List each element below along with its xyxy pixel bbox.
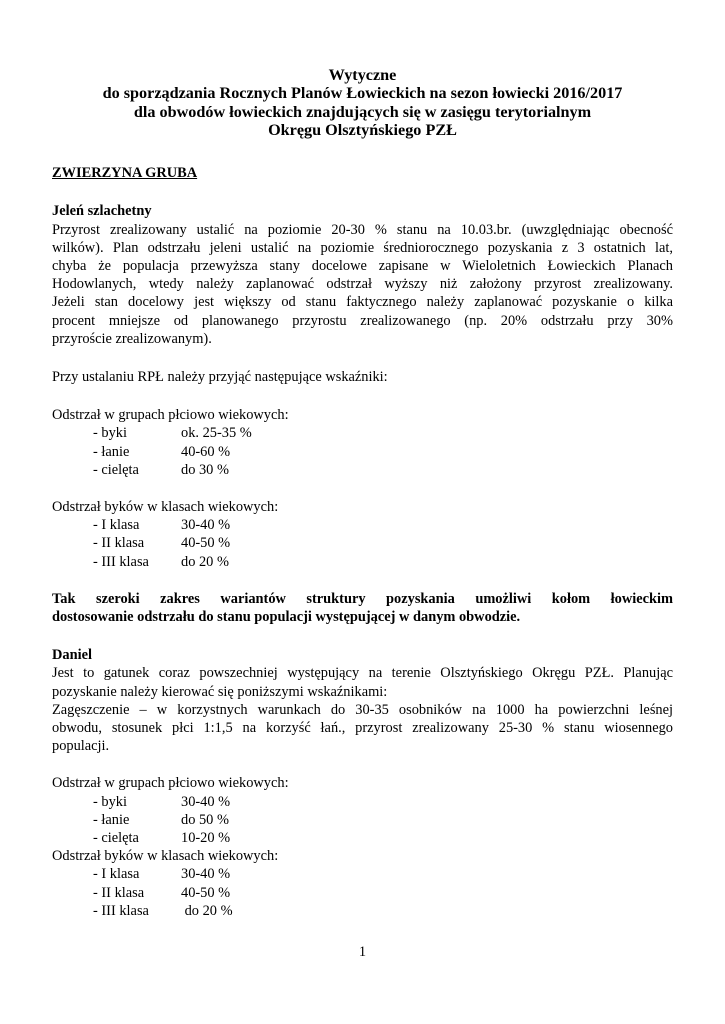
title-line: do sporządzania Rocznych Planów Łowieckich na sezon łowiecki 2016/2017 <box>102 84 623 103</box>
bold-note-line: dostosowanie odstrzału do stanu populacji występującej w danym obwodzie. <box>52 609 521 626</box>
indicators-intro: Przy ustalaniu RPŁ należy przyjąć następujące wskaźniki: <box>52 369 388 386</box>
red-deer-sex-age-list <box>93 424 673 479</box>
list-item-label: - I klasa <box>93 517 140 534</box>
fallow-deer-sex-age-list <box>93 793 673 848</box>
red-deer-class-list <box>93 516 673 571</box>
list-item-value: do 20 % <box>181 553 229 570</box>
list-item-value: do 20 % <box>181 902 233 919</box>
fallow-deer-class-list <box>93 865 673 920</box>
list-item <box>93 534 673 552</box>
paragraph-line: Przyrost zrealizowany ustalić na poziomie 20-30 % stanu na 10.03.br. (uwzględniając obecność <box>52 221 673 238</box>
list-item-value: 40-60 % <box>181 443 231 460</box>
list-item-label: - II klasa <box>93 884 145 901</box>
paragraph-line: Jeżeli stan docelowy jest większy od stanu faktycznego należy zaplanować pozyskanie o kilka <box>52 294 673 311</box>
list-item-label: - byki <box>93 793 127 810</box>
list-item-value: 30-40 % <box>181 793 231 810</box>
fallow-deer-paragraph <box>52 664 673 755</box>
list-item <box>93 443 673 461</box>
list-item-label: - byki <box>93 425 127 442</box>
list-item-label: - III klasa <box>93 902 149 919</box>
list-item-label: - III klasa <box>93 553 149 570</box>
section-heading: ZWIERZYNA GRUBA <box>52 165 198 182</box>
list-item-value: ok. 25-35 % <box>181 425 252 442</box>
bold-note-line: Tak szeroki zakres wariantów struktury pozyskania umożliwi kołom łowieckim <box>52 590 673 607</box>
list-item <box>93 811 673 829</box>
list-item-value: do 50 % <box>181 811 229 828</box>
list-item <box>93 884 673 902</box>
paragraph-line: obwodu, stosunek płci 1:1,5 na korzyść łań., przyrost zrealizowany 25-30 % stanu wiosennego <box>52 720 673 737</box>
page-number: 1 <box>358 944 367 960</box>
list-item <box>93 553 673 571</box>
paragraph-line: Zagęszczenie – w korzystnych warunkach do 30-35 osobników na 1000 ha powierzchni leśnej <box>52 701 673 718</box>
fallow-deer-sex-age-heading: Odstrzał w grupach płciowo wiekowych: <box>52 775 289 792</box>
list-item <box>93 829 673 847</box>
list-item <box>93 516 673 534</box>
list-item <box>93 793 673 811</box>
document-page <box>52 66 673 920</box>
list-item-value: 40-50 % <box>181 535 231 552</box>
fallow-deer-class-heading: Odstrzał byków w klasach wiekowych: <box>52 848 279 865</box>
paragraph-line: procent mniejsze od planowanego przyrostu zrealizowanego (np. 20% odstrzału przy 30% <box>52 312 673 329</box>
list-item-value: 40-50 % <box>181 884 231 901</box>
list-item <box>93 424 673 442</box>
red-deer-paragraph <box>52 221 673 348</box>
red-deer-sex-age-heading: Odstrzał w grupach płciowo wiekowych: <box>52 407 289 424</box>
paragraph-line: wilków). Plan odstrzału jeleni ustalić na poziomie średniorocznego pozyskania z 3 ostatnich lat, <box>52 239 673 256</box>
list-item <box>93 865 673 883</box>
list-item-label: - łanie <box>93 811 130 828</box>
list-item-value: 30-40 % <box>181 866 231 883</box>
title-line: dla obwodów łowieckich znajdujących się w zasięgu terytorialnym <box>133 102 592 121</box>
list-item <box>93 461 673 479</box>
bold-note <box>52 590 673 626</box>
list-item-label: - II klasa <box>93 535 145 552</box>
list-item-value: 30-40 % <box>181 517 231 534</box>
list-item-value: do 30 % <box>181 461 229 478</box>
paragraph-line: populacji. <box>52 738 110 755</box>
list-item-label: - łanie <box>93 443 130 460</box>
red-deer-heading: Jeleń szlachetny <box>52 203 152 220</box>
list-item-label: - I klasa <box>93 866 140 883</box>
paragraph-line: Jest to gatunek coraz powszechniej występujący na terenie Olsztyńskiego Okręgu PZŁ. Planując <box>52 665 673 682</box>
red-deer-class-heading: Odstrzał byków w klasach wiekowych: <box>52 499 279 516</box>
list-item-value: 10-20 % <box>181 830 231 847</box>
title-line: Okręgu Olsztyńskiego PZŁ <box>268 120 457 139</box>
fallow-deer-heading: Daniel <box>52 647 92 664</box>
list-item-label: - cielęta <box>93 830 139 847</box>
list-item-label: - cielęta <box>93 461 139 478</box>
paragraph-line: Hodowlanych, wtedy należy zaplanować odstrzał wyższy niż założony przyrost zrealizowany. <box>52 276 673 293</box>
paragraph-line: przyroście zrealizowanym). <box>52 330 212 347</box>
list-item <box>93 902 673 920</box>
document-title <box>52 66 673 139</box>
title-line: Wytyczne <box>328 66 397 84</box>
paragraph-line: pozyskanie należy kierować się poniższymi wskaźnikami: <box>52 683 388 700</box>
paragraph-line: chyba że populacja przewyższa stany docelowe zapisane w Wieloletnich Łowieckich Planach <box>52 258 673 274</box>
